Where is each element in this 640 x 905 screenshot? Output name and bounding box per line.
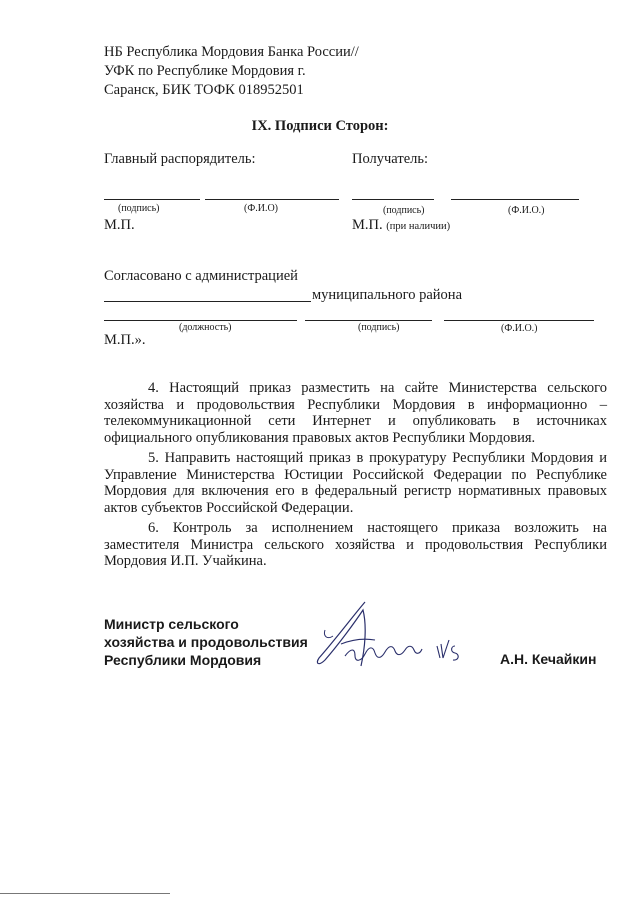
bank-line-1: НБ Республика Мордовия Банка России//	[104, 44, 359, 60]
right-mp	[352, 217, 450, 234]
agreed-podpis-caption: (подпись)	[358, 322, 400, 333]
dolzhnost-caption: (должность)	[179, 322, 232, 333]
right-mp-text: М.П.	[352, 217, 383, 233]
paragraph-4: 4. Настоящий приказ разместить на сайте Министерства сельского хозяйства и продовольствия Республики Мордовия в информационно – телекоммуникационной сети Интернет и опубликовать в источниках официального опубликования правовых актов Республики Мордовия.	[104, 380, 607, 446]
minister-title-line-1: Министр сельского	[104, 616, 239, 632]
section-title: IX. Подписи Сторон:	[251, 118, 389, 134]
right-fio-line	[451, 199, 579, 200]
district-blank-line	[104, 301, 311, 302]
right-party-label: Получатель:	[352, 151, 429, 167]
footer-divider	[0, 893, 170, 894]
agreed-label: Согласовано с администрацией	[104, 268, 298, 284]
minister-title-line-2: хозяйства и продовольствия	[104, 634, 308, 650]
minister-title	[104, 615, 308, 669]
bank-line-3: Саранск, БИК ТОФК 018952501	[104, 82, 304, 98]
agreed-fio-line	[444, 320, 594, 321]
left-fio-line	[205, 199, 339, 200]
right-podpis-caption: (подпись)	[383, 205, 425, 216]
handwritten-signature	[305, 596, 475, 676]
minister-name: А.Н. Кечайкин	[500, 651, 597, 667]
left-podpis-caption: (подпись)	[118, 203, 160, 214]
paragraph-5: 5. Направить настоящий приказ в прокуратуру Республики Мордовия и Управление Министерства Юстиции Российской Федерации по Республике Мордовия для включения его в федеральный регистр нормативных правовых актов субъектов Российской Федерации.	[104, 450, 607, 516]
minister-title-line-3: Республики Мордовия	[104, 652, 262, 668]
right-fio-caption: (Ф.И.О.)	[508, 205, 545, 216]
right-mp-note: (при наличии)	[386, 221, 451, 232]
left-party-label: Главный распорядитель:	[104, 151, 256, 167]
agreed-signature-line	[305, 320, 432, 321]
bank-line-2: УФК по Республике Мордовия г.	[104, 63, 306, 79]
dolzhnost-line	[104, 320, 297, 321]
left-signature-line	[104, 199, 200, 200]
agreed-mp: М.П.».	[104, 332, 146, 348]
paragraph-6: 6. Контроль за исполнением настоящего приказа возложить на заместителя Министра сельского хозяйства и продовольствия Республики Мордовия И.П. Учайкина.	[104, 520, 607, 569]
district-label: муниципального района	[312, 287, 462, 303]
agreed-fio-caption: (Ф.И.О.)	[501, 323, 538, 334]
right-signature-line	[352, 199, 434, 200]
left-mp: М.П.	[104, 217, 135, 233]
left-fio-caption: (Ф.И.О)	[244, 203, 279, 214]
